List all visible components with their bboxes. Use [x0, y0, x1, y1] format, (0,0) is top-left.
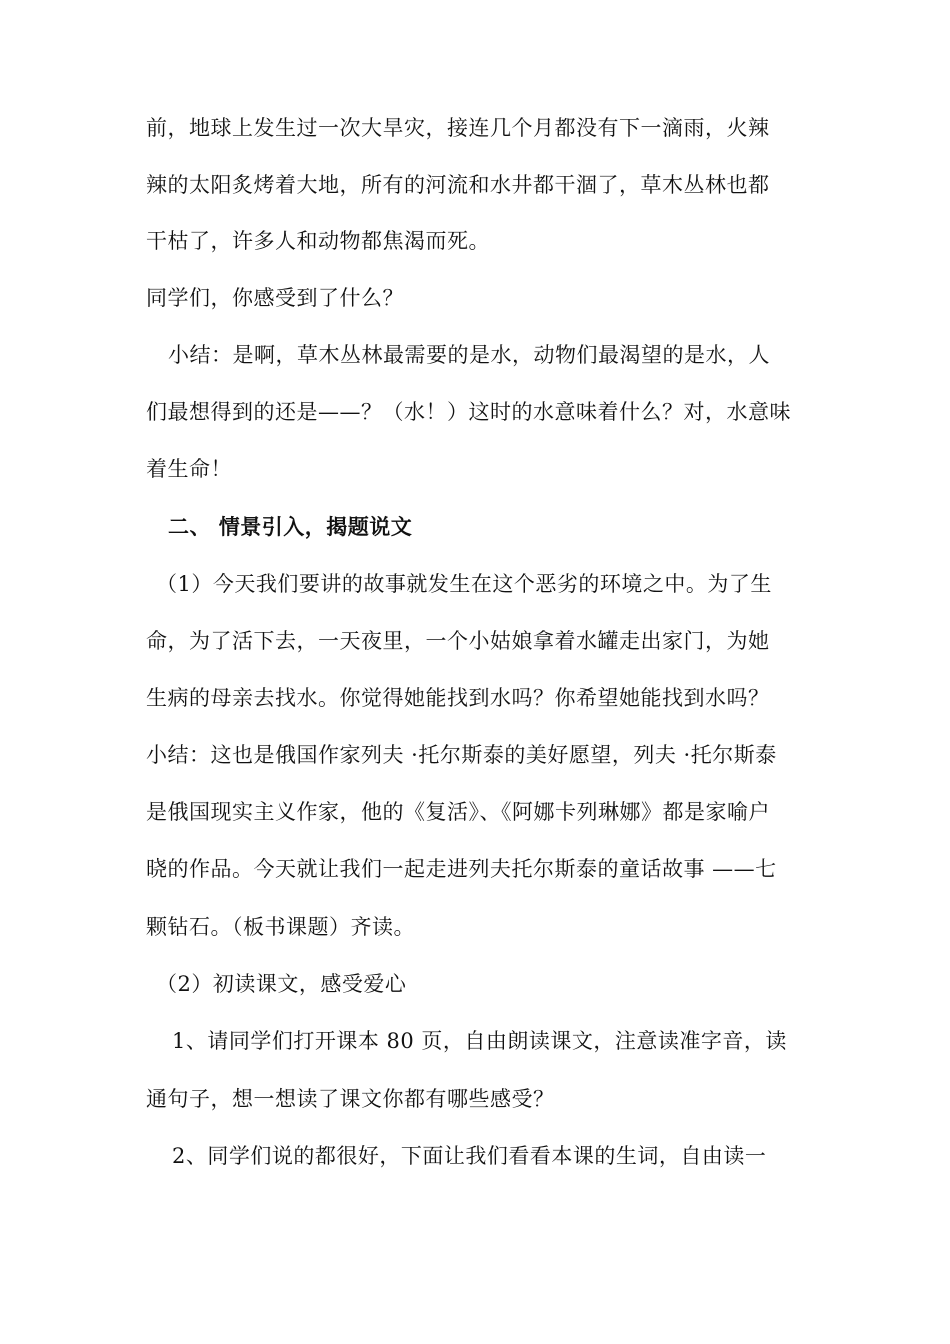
paragraph-line: 生病的母亲去找水。你觉得她能找到水吗？你希望她能找到水吗？: [146, 686, 770, 710]
paragraph-line: 干枯了，许多人和动物都焦渴而死。: [146, 229, 490, 253]
summary-line: 小结：这也是俄国作家列夫 ·托尔斯泰的美好愿望，列夫 ·托尔斯泰: [146, 743, 777, 767]
list-item-line: 2、同学们说的都很好，下面让我们看看本课的生词，自由读一: [172, 1144, 767, 1168]
subsection-line: （2）初读课文，感受爱心: [156, 972, 407, 996]
paragraph-line: 着生命！: [146, 457, 232, 481]
paragraph-line: 们最想得到的还是——？（水！）这时的水意味着什么？对，水意味: [146, 400, 791, 424]
paragraph-line: 前，地球上发生过一次大旱灾，接连几个月都没有下一滴雨，火辣: [146, 116, 770, 140]
paragraph-line: 通句子，想一想读了课文你都有哪些感受？: [146, 1087, 555, 1111]
paragraph-line: 同学们，你感受到了什么？: [146, 286, 404, 310]
paragraph-line: 命，为了活下去，一天夜里，一个小姑娘拿着水罐走出家门，为她: [146, 629, 770, 653]
paragraph-line: （1）今天我们要讲的故事就发生在这个恶劣的环境之中。为了生: [156, 572, 772, 596]
summary-line: 小结：是啊，草木丛林最需要的是水，动物们最渴望的是水，人: [168, 343, 770, 367]
paragraph-line: 是俄国现实主义作家，他的《复活》、《阿娜卡列琳娜》都是家喻户: [146, 800, 770, 824]
paragraph-line: 晓的作品。今天就让我们一起走进列夫托尔斯泰的童话故事 ——七: [146, 857, 777, 881]
section-heading: 二、 情景引入，揭题说文: [168, 514, 413, 539]
list-item-line: 1、请同学们打开课本 80 页，自由朗读课文，注意读准字音，读: [172, 1029, 787, 1053]
paragraph-line: 辣的太阳炙烤着大地，所有的河流和水井都干涸了，草木丛林也都: [146, 173, 770, 197]
paragraph-line: 颗钻石。（板书课题）齐读。: [146, 915, 415, 939]
